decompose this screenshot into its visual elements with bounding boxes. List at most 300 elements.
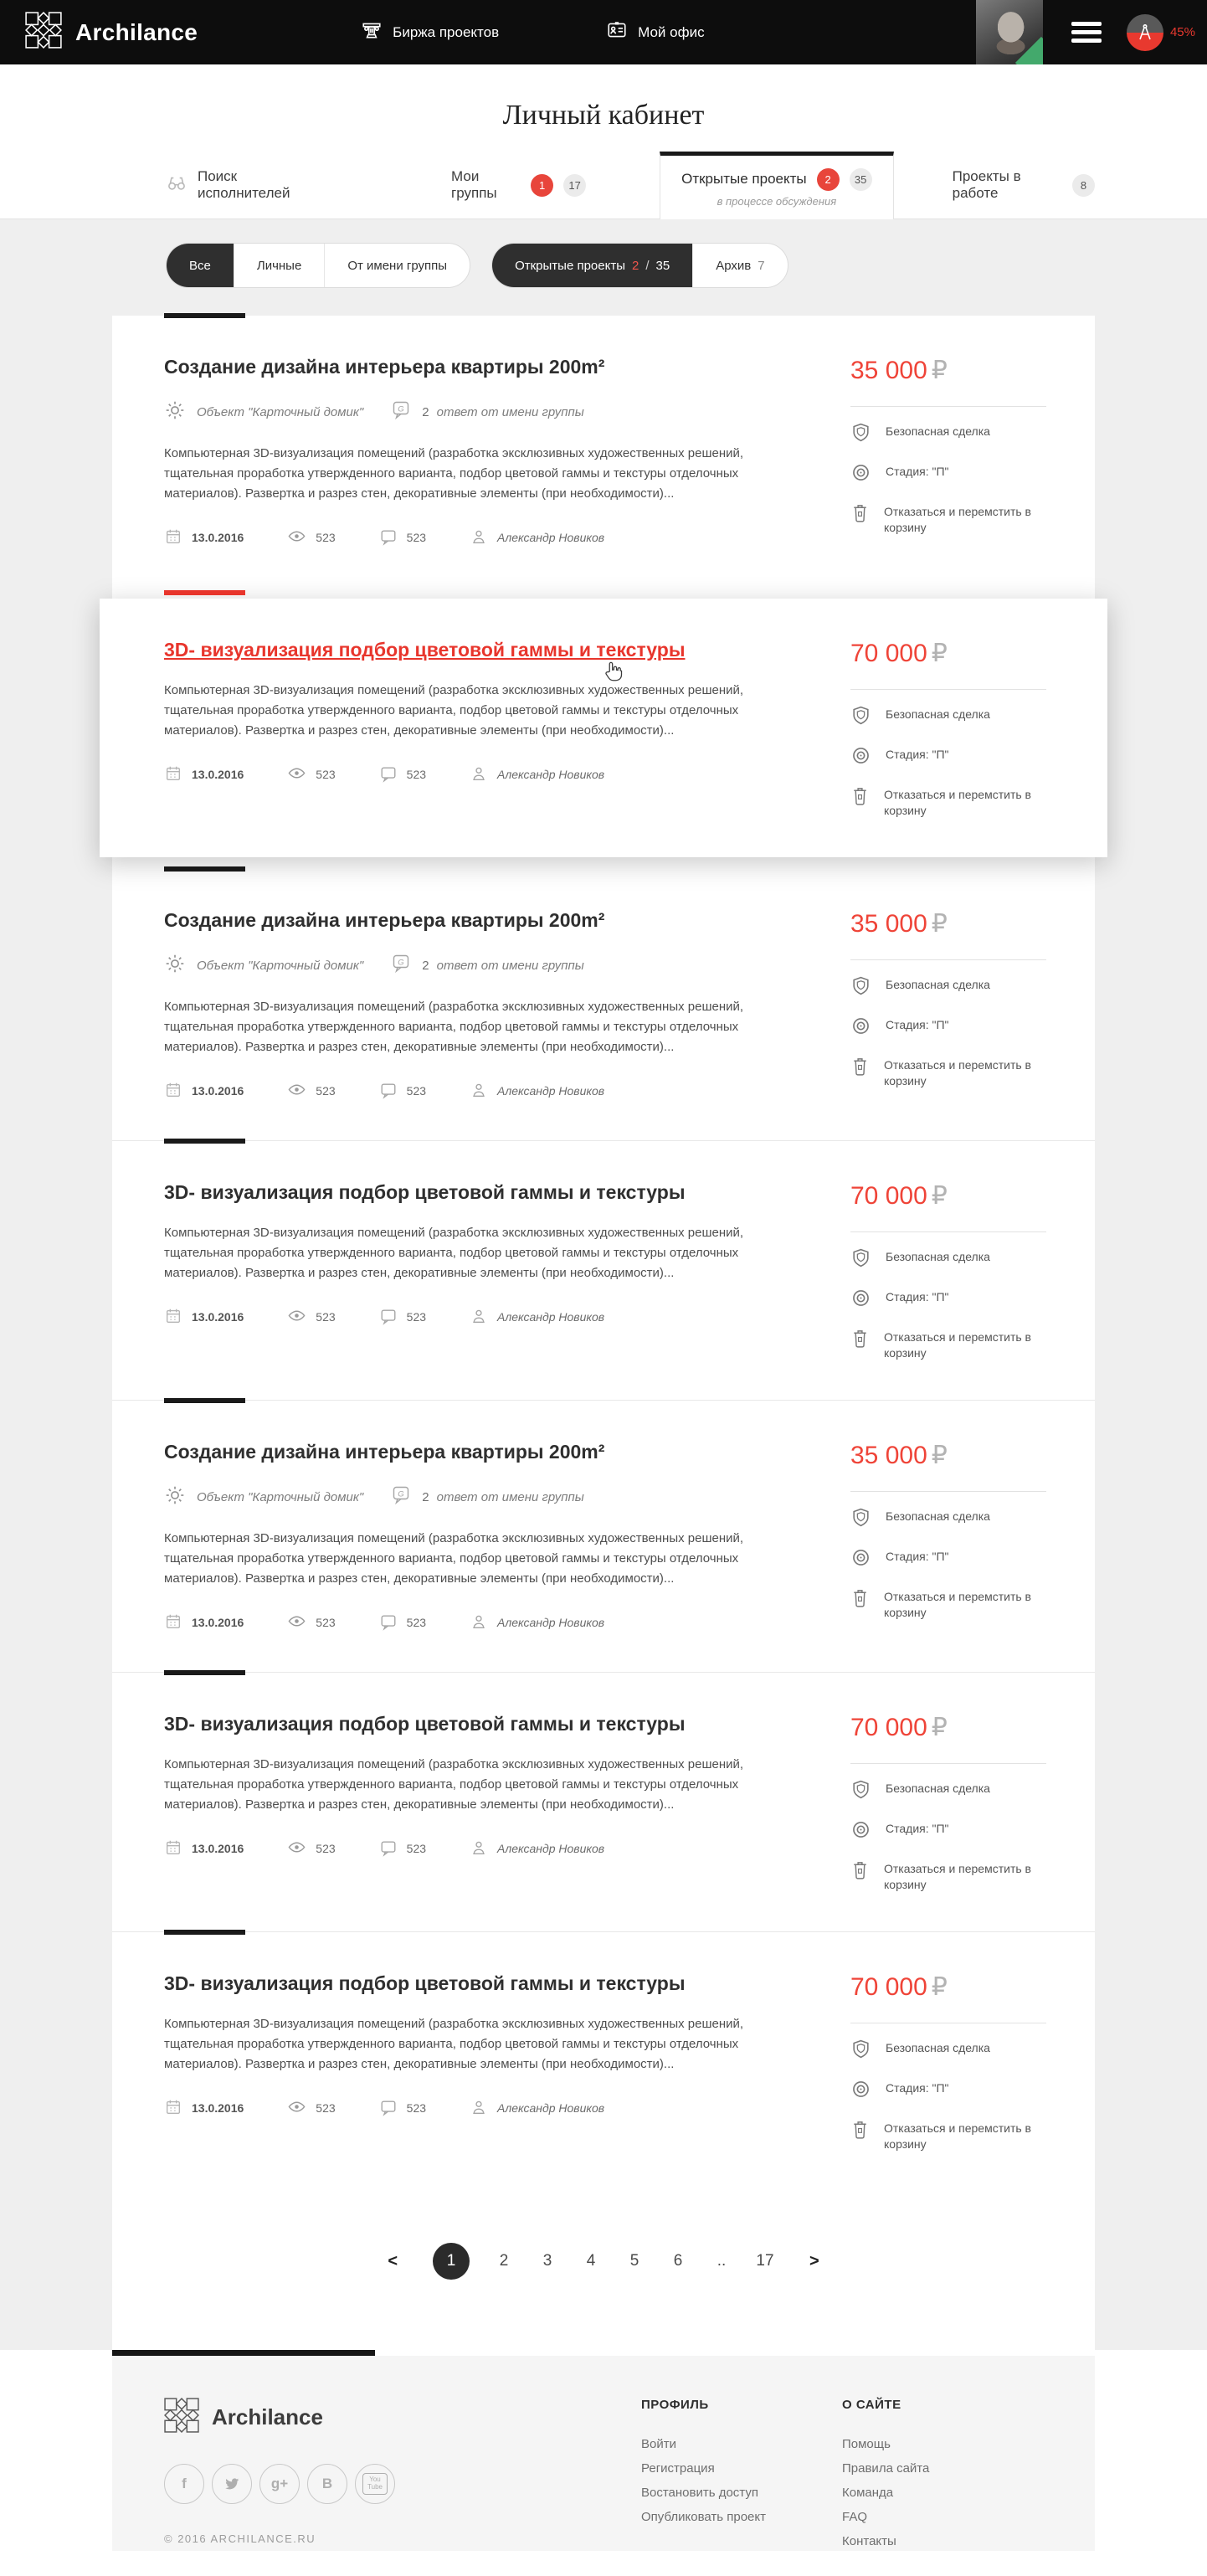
- pagination-page[interactable]: 3: [542, 2252, 552, 2270]
- stage-row: [850, 1017, 1046, 1041]
- card-accent-dash: [164, 1670, 245, 1675]
- stage-row: [850, 1289, 1046, 1313]
- shield-icon: [850, 975, 871, 1000]
- side-divider: [850, 1491, 1046, 1492]
- comments-value: 523: [406, 1310, 427, 1324]
- target-icon: [850, 1288, 871, 1313]
- new-count-badge: 1: [531, 174, 553, 197]
- price-currency: ₽: [931, 640, 948, 667]
- eye-icon: [287, 764, 306, 785]
- discard-action[interactable]: [850, 787, 1046, 819]
- filter-archive-label: Архив: [716, 258, 752, 273]
- project-title-link[interactable]: 3D- визуализация подбор цветовой гаммы и текстуры: [164, 1181, 686, 1203]
- project-author-link[interactable]: [470, 1307, 604, 1328]
- nav-my-office-label: Мой офис: [638, 23, 705, 40]
- filter-open-total-count: 35: [655, 258, 670, 273]
- discard-label: Отказаться и перемстить в корзину: [884, 1590, 1031, 1619]
- comments-value: 523: [406, 768, 427, 781]
- eye-icon: [287, 1306, 306, 1328]
- safe-deal-row: [850, 707, 1046, 730]
- target-icon: [850, 1547, 871, 1572]
- project-stats-row: [164, 1080, 790, 1102]
- gear-icon: [164, 399, 186, 424]
- comments-count: [379, 1838, 426, 1859]
- project-author-link[interactable]: [470, 1612, 604, 1633]
- comments-value: 523: [406, 2101, 427, 2115]
- replies-label: ответ от имени группы: [436, 1489, 584, 1504]
- eye-icon: [287, 1612, 306, 1633]
- price-value: 35 000: [850, 357, 927, 384]
- target-icon: [850, 462, 871, 487]
- views-count: [287, 527, 335, 548]
- stage-row: [850, 1821, 1046, 1844]
- project-price: [850, 1441, 1046, 1470]
- safe-deal-row: [850, 1781, 1046, 1804]
- card-accent-dash: [164, 1398, 245, 1403]
- trash-icon: [850, 1587, 870, 1612]
- brand-logo[interactable]: [25, 12, 198, 53]
- comment-icon: [379, 1307, 398, 1328]
- views-value: 523: [316, 1842, 336, 1855]
- page-title: Личный кабинет: [502, 100, 705, 131]
- project-card: [112, 869, 1095, 1140]
- project-description: Компьютерная 3D-визуализация помещений (разработка эксклюзивных художественных решений, тщательная проработка утвержденного варианта, подбор цветовой гаммы и текстуры отделочных материалов). Развертка и разрез стен, декоративные элементы (при необходимости)...: [164, 2017, 744, 2071]
- calendar-icon: [164, 1612, 182, 1633]
- stage-label: Стадия: "П": [886, 748, 949, 761]
- nav-my-office[interactable]: [606, 19, 704, 45]
- publish-date-value: 13.0.2016: [192, 768, 244, 781]
- project-stats-row: [164, 2097, 790, 2119]
- publish-date: [164, 1081, 244, 1102]
- filter-archive[interactable]: [692, 244, 787, 287]
- eye-icon: [287, 527, 306, 548]
- tab-open-label: Открытые проекты: [681, 171, 807, 187]
- filter-from-group[interactable]: От имени группы: [324, 244, 470, 287]
- card-accent-dash: [164, 313, 245, 318]
- footer-about-link[interactable]: Правила сайта: [842, 2461, 930, 2476]
- pagination-page[interactable]: 5: [629, 2252, 639, 2270]
- views-count: [287, 764, 335, 785]
- side-divider: [850, 406, 1046, 407]
- side-divider: [850, 1231, 1046, 1232]
- safe-deal-label: Безопасная сделка: [886, 2041, 990, 2054]
- person-icon: [470, 1612, 488, 1633]
- pagination-page-active[interactable]: 1: [433, 2243, 470, 2280]
- comments-value: 523: [406, 1842, 427, 1855]
- project-side-panel: [850, 1972, 1046, 2152]
- footer-profile-link[interactable]: Войти: [641, 2437, 676, 2451]
- safe-deal-label: Безопасная сделка: [886, 424, 990, 438]
- footer-brand-name: Archilance: [212, 2404, 323, 2429]
- author-name: Александр Новиков: [497, 531, 605, 544]
- top-bar: [0, 0, 1207, 64]
- project-description: Компьютерная 3D-визуализация помещений (разработка эксклюзивных художественных решений, тщательная проработка утвержденного варианта, подбор цветовой гаммы и текстуры отделочных материалов). Развертка и разрез стен, декоративные элементы (при необходимости)...: [164, 1757, 744, 1812]
- comment-icon: [379, 1612, 398, 1633]
- project-side-panel: [850, 1181, 1046, 1361]
- project-stats-row: [164, 527, 790, 548]
- discard-action[interactable]: [850, 2121, 1046, 2152]
- project-card: [100, 599, 1107, 857]
- project-side-panel: [850, 356, 1046, 548]
- youtube-icon[interactable]: You Tube: [355, 2464, 395, 2504]
- price-currency: ₽: [931, 910, 948, 938]
- discard-action[interactable]: [850, 1589, 1046, 1621]
- trash-icon: [850, 2119, 870, 2144]
- safe-deal-row: [850, 1249, 1046, 1273]
- total-count-badge: 35: [850, 168, 872, 191]
- project-card: [112, 1672, 1095, 1931]
- project-card: [112, 1140, 1095, 1400]
- stage-label: Стадия: "П": [886, 1018, 949, 1031]
- ownership-filter: [166, 243, 470, 288]
- filters-row: [112, 243, 1095, 288]
- project-description: Компьютерная 3D-визуализация помещений (разработка эксклюзивных художественных решений, тщательная проработка утвержденного варианта, подбор цветовой гаммы и текстуры отделочных материалов). Развертка и разрез стен, декоративные элементы (при необходимости)...: [164, 683, 744, 738]
- stage-row: [850, 2080, 1046, 2104]
- shield-icon: [850, 2039, 871, 2064]
- price-value: 70 000: [850, 1714, 927, 1741]
- publish-date-value: 13.0.2016: [192, 531, 244, 544]
- trash-icon: [850, 785, 870, 810]
- shield-icon: [850, 1247, 871, 1273]
- comment-icon: [379, 1838, 398, 1859]
- footer-about-link[interactable]: Команда: [842, 2486, 894, 2500]
- publish-date-value: 13.0.2016: [192, 2101, 244, 2115]
- tab-projects-in-work[interactable]: [953, 168, 1095, 202]
- card-accent-dash: [164, 590, 245, 595]
- filter-open-new-count: 2: [631, 258, 639, 273]
- new-count-badge: 2: [817, 168, 840, 191]
- twitter-icon[interactable]: [212, 2464, 252, 2504]
- footer-profile-title: ПРОФИЛЬ: [641, 2398, 709, 2412]
- replies-count: 2: [422, 958, 429, 973]
- tab-my-groups[interactable]: [451, 168, 586, 202]
- project-title-link[interactable]: Создание дизайна интерьера квартиры 200m²: [164, 909, 605, 931]
- footer-profile-column: [641, 2398, 842, 2551]
- person-icon: [470, 2098, 488, 2119]
- target-icon: [850, 1819, 871, 1844]
- shield-icon: [850, 422, 871, 447]
- calendar-icon: [164, 1307, 182, 1328]
- person-icon: [470, 1838, 488, 1859]
- views-value: 523: [316, 768, 336, 781]
- project-stats-row: [164, 764, 790, 785]
- footer-about-link[interactable]: FAQ: [842, 2510, 868, 2524]
- project-description: Компьютерная 3D-визуализация помещений (разработка эксклюзивных художественных решений, тщательная проработка утвержденного варианта, подбор цветовой гаммы и текстуры отделочных материалов). Развертка и разрез стен, декоративные элементы (при необходимости)...: [164, 1000, 744, 1054]
- price-currency: ₽: [931, 357, 948, 384]
- project-price: [850, 909, 1046, 938]
- calendar-icon: [164, 527, 182, 548]
- total-count-badge: 8: [1072, 174, 1095, 197]
- discard-label: Отказаться и перемстить в корзину: [884, 2121, 1031, 2151]
- project-side-panel: [850, 1713, 1046, 1893]
- pagination-page[interactable]: 17: [756, 2252, 774, 2270]
- calendar-icon: [164, 1081, 182, 1102]
- views-count: [287, 2097, 335, 2119]
- gear-icon: [164, 953, 186, 978]
- project-side-panel: [850, 909, 1046, 1102]
- google-plus-icon[interactable]: g+: [259, 2464, 300, 2504]
- project-stats-row: [164, 1612, 790, 1633]
- top-bar-right: [976, 0, 1207, 64]
- publish-date-value: 13.0.2016: [192, 1310, 244, 1324]
- project-description: Компьютерная 3D-визуализация помещений (разработка эксклюзивных художественных решений, тщательная проработка утвержденного варианта, подбор цветовой гаммы и текстуры отделочных материалов). Развертка и разрез стен, декоративные элементы (при необходимости)...: [164, 1531, 744, 1586]
- tab-groups-label: Мои группы: [451, 168, 497, 201]
- trash-icon: [850, 1328, 870, 1353]
- project-list: [112, 316, 1095, 2350]
- copyright: © 2016 ARCHILANCE.RU: [164, 2532, 316, 2545]
- views-value: 523: [316, 1084, 336, 1098]
- filter-open-projects[interactable]: [492, 244, 692, 287]
- content-band: [0, 219, 1207, 2350]
- target-icon: [850, 745, 871, 770]
- pagination-next-arrow[interactable]: >: [809, 2251, 819, 2270]
- project-object-label: Объект "Карточный домик": [197, 958, 364, 973]
- group-reply-icon: [391, 953, 411, 978]
- svg-text:G: G: [398, 958, 404, 968]
- footer-about-link[interactable]: Помощь: [842, 2437, 891, 2451]
- person-icon: [470, 1307, 488, 1328]
- project-author-link[interactable]: [470, 1081, 604, 1102]
- tab-work-label: Проекты в работе: [952, 168, 1021, 201]
- publish-date-value: 13.0.2016: [192, 1842, 244, 1855]
- comments-value: 523: [406, 1084, 427, 1098]
- project-title-link[interactable]: Создание дизайна интерьера квартиры 200m²: [164, 356, 605, 378]
- footer: [112, 2356, 1095, 2551]
- shield-icon: [850, 1507, 871, 1532]
- author-name: Александр Новиков: [497, 1842, 605, 1855]
- replies-count: 2: [422, 1489, 429, 1504]
- stage-row: [850, 747, 1046, 770]
- calendar-icon: [164, 1838, 182, 1859]
- comment-icon: [379, 527, 398, 548]
- safe-deal-label: Безопасная сделка: [886, 707, 990, 721]
- footer-about-link[interactable]: Контакты: [842, 2534, 896, 2548]
- replies-label: ответ от имени группы: [436, 958, 584, 973]
- comments-count: [379, 1307, 426, 1328]
- safe-deal-row: [850, 2040, 1046, 2064]
- card-accent-dash: [164, 1930, 245, 1935]
- project-replies: [422, 405, 584, 419]
- svg-text:G: G: [398, 1489, 404, 1499]
- footer-brand[interactable]: [164, 2398, 516, 2437]
- project-title-link[interactable]: 3D- визуализация подбор цветовой гаммы и текстуры: [164, 1972, 686, 1994]
- project-card: [112, 316, 1095, 587]
- publish-date-value: 13.0.2016: [192, 1084, 244, 1098]
- gear-icon: [164, 1484, 186, 1509]
- nav-project-exchange-label: Биржа проектов: [393, 23, 500, 40]
- price-currency: ₽: [931, 1714, 948, 1741]
- eye-icon: [287, 1080, 306, 1102]
- archilance-logo-icon: [164, 2398, 199, 2437]
- status-filter: [491, 243, 788, 288]
- project-side-panel: [850, 639, 1046, 819]
- project-description: Компьютерная 3D-визуализация помещений (разработка эксклюзивных художественных решений, тщательная проработка утвержденного варианта, подбор цветовой гаммы и текстуры отделочных материалов). Развертка и разрез стен, декоративные элементы (при необходимости)...: [164, 1226, 744, 1280]
- pagination: [112, 2191, 1095, 2350]
- project-author-link[interactable]: [470, 2098, 604, 2119]
- pagination-prev-arrow[interactable]: <: [388, 2251, 398, 2270]
- publish-date: [164, 1612, 244, 1633]
- safe-deal-row: [850, 424, 1046, 447]
- safe-deal-label: Безопасная сделка: [886, 978, 990, 991]
- archilance-logo-icon: [25, 12, 62, 53]
- project-replies: [422, 959, 584, 973]
- stage-row: [850, 464, 1046, 487]
- views-count: [287, 1080, 335, 1102]
- price-value: 70 000: [850, 1182, 927, 1210]
- comments-count: [379, 764, 426, 785]
- pagination-page[interactable]: 2: [499, 2252, 509, 2270]
- target-icon: [850, 2079, 871, 2104]
- project-title-link[interactable]: 3D- визуализация подбор цветовой гаммы и текстуры: [164, 639, 686, 661]
- project-price: [850, 639, 1046, 668]
- user-avatar[interactable]: [976, 0, 1043, 64]
- filter-all[interactable]: Все: [167, 244, 234, 287]
- calendar-icon: [164, 764, 182, 785]
- bottom-spacer: [0, 2551, 1207, 2576]
- author-name: Александр Новиков: [497, 2101, 605, 2115]
- project-author-link[interactable]: [470, 527, 604, 548]
- discard-action[interactable]: [850, 1057, 1046, 1089]
- comments-count: [379, 1612, 426, 1633]
- footer-profile-link[interactable]: Востановить доступ: [641, 2486, 758, 2500]
- project-replies: [422, 1490, 584, 1504]
- project-price: [850, 1713, 1046, 1742]
- comments-count: [379, 1081, 426, 1102]
- filter-open-separator: /: [645, 258, 650, 273]
- price-value: 35 000: [850, 1442, 927, 1469]
- nav-project-exchange[interactable]: [361, 19, 499, 45]
- safe-deal-row: [850, 977, 1046, 1000]
- views-value: 523: [316, 531, 336, 544]
- side-divider: [850, 689, 1046, 690]
- menu-hamburger-icon[interactable]: [1071, 22, 1102, 43]
- discard-label: Отказаться и перемстить в корзину: [884, 788, 1031, 817]
- comments-value: 523: [406, 531, 427, 544]
- card-accent-dash: [164, 1139, 245, 1144]
- person-icon: [470, 1081, 488, 1102]
- price-currency: ₽: [931, 1442, 948, 1469]
- shield-icon: [850, 1779, 871, 1804]
- discard-label: Отказаться и перемстить в корзину: [884, 505, 1031, 534]
- stage-label: Стадия: "П": [886, 465, 949, 478]
- filter-archive-count: 7: [758, 258, 765, 273]
- stage-row: [850, 1549, 1046, 1572]
- stage-label: Стадия: "П": [886, 1290, 949, 1303]
- tabs-bar: [0, 152, 1207, 219]
- stage-label: Стадия: "П": [886, 1550, 949, 1563]
- project-card: [112, 1931, 1095, 2191]
- card-accent-dash: [164, 866, 245, 872]
- svg-text:G: G: [398, 404, 404, 414]
- hand-cursor-icon: [602, 659, 624, 688]
- tab-open-subtitle: в процессе обсуждения: [716, 194, 837, 208]
- replies-label: ответ от имени группы: [436, 404, 584, 419]
- trash-icon: [850, 1859, 870, 1884]
- publish-date: [164, 527, 244, 548]
- safe-deal-label: Безопасная сделка: [886, 1250, 990, 1263]
- discard-action[interactable]: [850, 1329, 1046, 1361]
- discard-label: Отказаться и перемстить в корзину: [884, 1862, 1031, 1891]
- comments-count: [379, 2098, 426, 2119]
- project-author-link[interactable]: [470, 764, 604, 785]
- views-value: 523: [316, 2101, 336, 2115]
- project-title-link[interactable]: Создание дизайна интерьера квартиры 200m²: [164, 1441, 605, 1463]
- pagination-page[interactable]: ..: [716, 2252, 727, 2270]
- stage-label: Стадия: "П": [886, 2081, 949, 2095]
- price-currency: ₽: [931, 1973, 948, 2001]
- footer-about-title: О САЙТЕ: [842, 2398, 901, 2412]
- id-card-icon: [606, 19, 628, 45]
- eye-icon: [287, 1838, 306, 1859]
- trash-icon: [850, 1056, 870, 1081]
- project-price: [850, 1972, 1046, 2002]
- facebook-icon[interactable]: f: [164, 2464, 204, 2504]
- brand-name: Archilance: [75, 18, 198, 45]
- pagination-page[interactable]: 4: [586, 2252, 596, 2270]
- footer-profile-link[interactable]: Опубликовать проект: [641, 2510, 766, 2524]
- replies-count: 2: [422, 404, 429, 419]
- calendar-icon: [164, 2098, 182, 2119]
- eye-icon: [287, 2097, 306, 2119]
- footer-about-column: [842, 2398, 1043, 2551]
- views-value: 523: [316, 1310, 336, 1324]
- publish-date: [164, 2098, 244, 2119]
- profile-progress[interactable]: [1127, 14, 1195, 51]
- project-meta-row: [164, 1484, 790, 1509]
- person-icon: [470, 527, 488, 548]
- safe-deal-label: Безопасная сделка: [886, 1782, 990, 1795]
- comments-count: [379, 527, 426, 548]
- project-author-link[interactable]: [470, 1838, 604, 1859]
- group-reply-icon: [391, 1484, 411, 1509]
- vk-icon[interactable]: B: [307, 2464, 347, 2504]
- project-price: [850, 356, 1046, 385]
- stage-label: Стадия: "П": [886, 1822, 949, 1835]
- publish-date: [164, 1838, 244, 1859]
- tab-open-projects[interactable]: [660, 152, 894, 219]
- discard-label: Отказаться и перемстить в корзину: [884, 1330, 1031, 1360]
- price-value: 35 000: [850, 910, 927, 938]
- views-count: [287, 1306, 335, 1328]
- tab-search-label: Поиск исполнителей: [198, 168, 290, 201]
- project-object-label: Объект "Карточный домик": [197, 404, 364, 419]
- footer-profile-link[interactable]: Регистрация: [641, 2461, 715, 2476]
- project-side-panel: [850, 1441, 1046, 1633]
- pagination-page[interactable]: 6: [673, 2252, 683, 2270]
- project-title-link[interactable]: 3D- визуализация подбор цветовой гаммы и текстуры: [164, 1713, 686, 1735]
- comments-value: 523: [406, 1616, 427, 1629]
- safe-deal-row: [850, 1509, 1046, 1532]
- project-meta-row: [164, 953, 790, 978]
- filter-personal[interactable]: Личные: [234, 244, 324, 287]
- comment-icon: [379, 1081, 398, 1102]
- publish-date: [164, 764, 244, 785]
- shield-icon: [850, 705, 871, 730]
- project-stats-row: [164, 1838, 790, 1859]
- discard-action[interactable]: [850, 504, 1046, 536]
- author-name: Александр Новиков: [497, 1310, 605, 1324]
- project-stats-row: [164, 1306, 790, 1328]
- discard-action[interactable]: [850, 1861, 1046, 1893]
- views-count: [287, 1838, 335, 1859]
- total-count-badge: 17: [563, 174, 586, 197]
- social-links: [164, 2464, 516, 2504]
- side-divider: [850, 1763, 1046, 1764]
- price-value: 70 000: [850, 640, 927, 667]
- tab-search-executors[interactable]: [166, 168, 324, 202]
- publish-date-value: 13.0.2016: [192, 1616, 244, 1629]
- comment-icon: [379, 2098, 398, 2119]
